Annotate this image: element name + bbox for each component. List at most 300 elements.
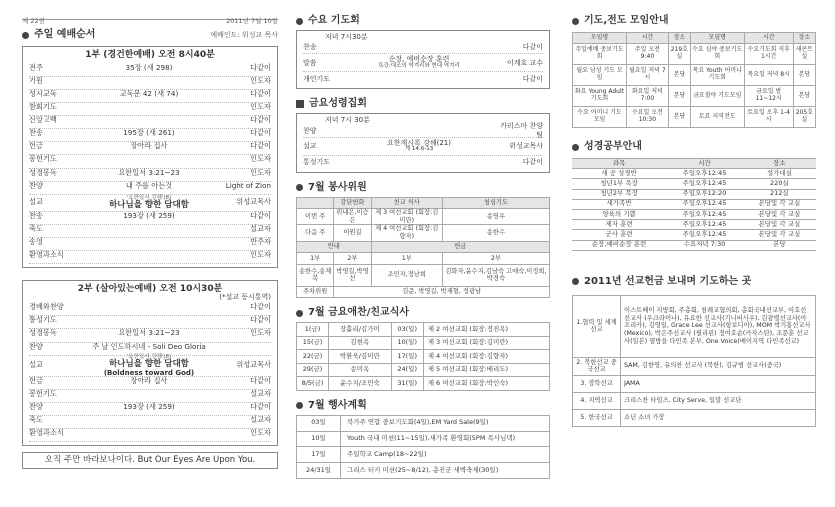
service2-box [22,280,278,446]
section-sunday [22,28,278,42]
order-item [29,169,271,182]
order-item-leader: 인도자 [250,250,271,260]
section-friday-meal [296,306,550,320]
table-cell: 청년2부 목장 [572,189,666,199]
order-item-leader: 인도자 [250,154,271,164]
serve-head-cell: 1부 [371,253,442,265]
order-item-leader: 다같이 [250,375,271,385]
table-cell: 제 6 여선교회 (회장:박인숙) [423,377,549,391]
order-item-name: 찬양 [303,126,317,135]
issue-date: 2011년 7월 10일 [226,17,278,25]
table-cell: 03일 [297,415,341,431]
table-cell: Youth 국내 미션(11~15일),새가족 환영회(5PM 목사님댁) [341,431,550,447]
table-cell: 크리스찬 타임즈, City Serve, 일말 선교단 [621,392,816,409]
table-cell: 수요기도회 직후 1시간 [744,44,793,65]
table-row [573,107,816,128]
order-item-main: 순장, 예비순장 훈련 [388,55,450,64]
section-wednesday [296,14,550,28]
friday-meal-table [296,322,550,391]
table-cell: SAM, 김한영, 유의찬 선교사 (북한), 김규범 선교사(중국) [621,357,816,375]
table-row [297,286,550,298]
table-cell: 제 2 여선교회 (회장:정진옥) [423,323,549,337]
table-cell: 주일학교 Camp(18~22일) [341,447,550,463]
serve-cell: 위내은,이승은 [334,209,371,225]
section-events [296,399,550,413]
order-item [29,225,271,238]
table-row [572,199,816,209]
order-item-name: 찬송 [29,128,43,138]
serve-cell: 다음 주 [297,225,334,241]
section-events-title: 7월 행사계획 [308,399,367,411]
serve-head [297,197,550,209]
order-item [29,64,271,77]
order-item-leader: 다같이 [250,210,271,220]
service2-list-2 [29,377,271,442]
service1-box [22,46,278,268]
order-item [29,390,271,403]
serve-head-cell: 강단헌화 [334,197,371,209]
order-item-name: 봉헌기도 [29,154,57,164]
order-item-sub: 특강:대조의 역겨리와 현대 역겨리 [378,62,460,69]
order-item-name: 축도 [29,223,43,233]
order-item [303,156,543,169]
sermon-preacher: 위성교목사 [236,360,271,370]
column-info [572,6,816,427]
table-cell: 주일오후12:45 [666,169,743,179]
section-wednesday-title: 수요 기도회 [308,15,360,26]
section-mission-title: 2011년 선교헌금 보내며 기도하는 곳 [584,275,752,287]
table-row [573,375,816,392]
order-item-leader: 인도자 [250,75,271,85]
table-cell: 220실 [743,179,816,189]
service1-sermon [29,195,271,212]
table-cell: 1.협력 및 세계선교 [573,295,621,357]
serve-head-cell [297,197,334,209]
table-cell: 제 4 여선교회 (회장:김향자) [423,350,549,364]
order-item [303,138,543,156]
table-cell: 3. 장학선교 [573,375,621,392]
order-item-leader: 설교자 [250,414,271,424]
table-cell: 주일예배 중보기도회 [573,44,627,65]
table-cell: 24(일) [391,363,423,377]
table-cell: 수요 심야 중보기도회 [690,44,744,65]
table-cell: 토요 지역전도 [690,107,744,128]
serve-head-cell: 2부 [334,253,371,265]
serve-cell: 박영길,박영선 [334,264,371,286]
service1-title: 1부 (경건한예배) 오전 8시40분 [85,50,215,60]
table-cell: 월요 남성 기도 모임 [573,65,627,86]
table-cell: 29(금) [297,363,329,377]
table-cell: 1(금) [297,323,329,337]
order-item-leader: 인도자 [250,167,271,177]
table-cell: JAMA [621,375,816,392]
service2-note: (*설교 동시통역) [219,292,271,301]
table-cell: 주일오후12:45 [666,179,743,189]
table-cell: 10일 [297,431,341,447]
table-cell: 본당 [668,65,690,86]
order-item-name: 개인기도 [303,74,331,83]
table-row [572,220,816,230]
bullet-icon [296,184,303,191]
order-item-leader: 다같이 [250,62,271,72]
order-item-sub: 계 14:6-13 [404,146,434,153]
table-cell: 북가주 연합 중보기도회(4일),EM Yard Sale(9일) [341,415,550,431]
serve-cell: 이원길 [334,225,371,241]
order-item [303,54,543,72]
order-item-detail: 요한일서 3:21~23 [118,328,180,338]
table-cell: 박환욱/김미란 [329,350,392,364]
order-item-leader: 다같이 [250,315,271,325]
wednesday-time: 저녁 7시30분 [325,33,368,41]
order-item-detail [343,140,495,153]
table-cell: 김현옥 [329,336,392,350]
order-item-name: 찬송 [303,43,317,52]
table-row [573,295,816,357]
table-cell: 윤수지/조민숙 [329,377,392,391]
serve-cell: 조민자,정난희 [371,264,442,286]
order-item-name: 통성기도 [29,315,57,325]
serve-cell: 송영우 [442,209,549,225]
table-row [297,363,550,377]
table-cell: 금요일 밤 11~12시 [744,86,793,107]
section-serve-title: 7월 봉사위원 [308,181,367,193]
order-item-leader: 반주자 [250,236,271,246]
table-cell: 2. 북한선교 중국선교 [573,357,621,375]
study-table [572,158,816,251]
table-cell: 주일오후12:20 [666,189,743,199]
sermon-title-en: (Boldness toward God) [103,368,195,377]
order-item-name: 찬양 [29,180,43,190]
order-item-name: 찬양 [29,341,43,351]
order-item [29,103,271,116]
table-head-cell: 과목 [572,159,666,169]
order-item-leader: 다같이 [522,43,543,52]
order-item [303,41,543,54]
order-item-leader: 인도자 [250,102,271,112]
order-item-leader: 인도자 [250,328,271,338]
table-cell: 본당및 각 교실 [743,209,816,219]
table-row [297,225,550,241]
table-cell: 목요일 저녁 8시 [744,65,793,86]
table-row [573,409,816,426]
table-cell: 목요 Youth 어머니 기도회 [690,65,744,86]
table-cell: 17(일) [391,350,423,364]
mission-table [572,295,816,427]
order-item-name: 성시교독 [29,88,57,98]
order-item-name: 찬양 [29,401,43,411]
table-cell: 205호실 [793,107,815,128]
service1-list [29,64,271,195]
serve-subhead [297,253,550,265]
table-cell: 화요일 저녁7:00 [627,86,669,107]
table-cell: 본당 [793,65,815,86]
table-cell: 수요 어머니 기도 모임 [573,107,627,128]
order-item-name: 헌금 [29,141,43,151]
serve-cell: 주차위원 [297,286,334,298]
table-row [297,415,550,431]
order-item-leader: 다같이 [250,302,271,312]
order-item [29,329,271,342]
table-cell: 양육의 기쁨 [572,209,666,219]
order-item [29,182,271,195]
section-serve [296,181,550,195]
order-item [29,142,271,155]
serve-head-cell: 안내 [297,241,372,253]
table-cell: 소년 소녀 가장 [621,409,816,426]
table-row [572,169,816,179]
table-cell: 제자 훈련 [572,220,666,230]
table-row [572,189,816,199]
table-head-row [572,159,816,169]
preacher-label: 예배인도: 위성교 목사 [210,30,278,39]
meetings-table [572,32,816,128]
table-cell: 제 5 여선교회 (회장:배리도) [423,363,549,377]
order-item-detail: 장아라 집사 [130,141,168,151]
table-cell: 주일오후12:45 [666,230,743,240]
order-item [29,251,271,264]
order-item-leader: 설교자 [250,223,271,233]
bullet-icon [296,18,303,25]
order-item-leader: 다같이 [250,115,271,125]
section-meetings [572,14,816,28]
order-item-name: 송영 [29,236,43,246]
table-row [573,357,816,375]
order-item-leader: 다같이 [250,141,271,151]
order-item-name: 설교 [303,142,317,151]
table-row [297,431,550,447]
table-cell: 212실 [743,189,816,199]
bullet-icon [572,278,579,285]
table-head-cell: 장소 [793,33,815,44]
table-cell: 주일오후12:45 [666,209,743,219]
table-row [572,240,816,250]
table-row [573,44,816,65]
table-cell: 이스트베이 지방회, 주총회, 침례교협의회, 총회국내선교부, 이호선선교사 (우크라이나), 유요한 선교사(기니비사우), 김광렬선교사(아프리카), 김영일, Grace Lee 선교사(항보디아), MOM 박기홍선교사(Mexico), 박은주선교사 (필리핀) 정여호순(카자스탄), 조문훈 선교사(일본) 열방을 다민족 본부, One Voice(베이지역 다민족선교) [621,295,816,357]
table-cell: 토요일 오후 1-4시 [744,107,793,128]
order-item-leader: 위성교목사 [509,142,543,151]
table-cell: 본당 [793,86,815,107]
order-item [29,429,271,442]
table-cell: 주일 오전 9:40 [627,44,669,65]
order-item-detail: 35장 (새 298) [125,62,173,72]
table-cell: 22(금) [297,350,329,364]
column-worship [22,0,278,469]
service2-list [29,303,271,355]
table-cell: 본당및 각 교실 [743,220,816,230]
section-mission [572,275,816,289]
order-item-name: 경배와찬양 [29,302,64,312]
order-item [29,403,271,416]
order-item-leader: 설교자 [250,388,271,398]
sermon-label: 설교 [29,360,43,370]
order-item-leader: 이계호 교수 [506,58,543,67]
wednesday-list [303,41,543,85]
order-item-name: 신앙고백 [29,115,57,125]
header-bar [22,0,278,25]
bullet-icon [296,310,303,317]
order-item-name: 성경봉독 [29,167,57,177]
table-head-cell: 장소 [743,159,816,169]
serve-cell: 제 3 여선교회 (회장:김미란) [371,209,442,225]
table-head-cell: 모임명 [690,33,744,44]
sermon-info [73,354,225,377]
table-cell: 새가족반 [572,199,666,209]
table-cell: 주일오후12:45 [666,220,743,230]
table-cell: 본당및 각 교실 [743,199,816,209]
order-item-name: 축도 [29,414,43,424]
table-cell: 순장,예비순장 훈련 [572,240,666,250]
table-row [297,264,550,286]
sermon-ref: '요한일서 강해'(8) [126,195,172,202]
sermon-info [73,195,225,210]
table-head-cell: 장소 [668,33,690,44]
order-item-main: 요한계시록 강해(21) [387,138,451,147]
table-cell: 본당 [668,107,690,128]
serve-cell: 김준, 박영길, 박재형, 정광남 [334,286,550,298]
table-cell: 17일 [297,447,341,463]
order-item [29,377,271,390]
order-item-name: 환영과소식 [29,250,64,260]
order-item-name: 통성기도 [303,158,331,167]
table-head-cell: 시간 [666,159,743,169]
order-item [29,90,271,103]
table-cell: 제 3 여선교회 (회장:김미란) [423,336,549,350]
order-item [29,155,271,168]
table-cell: 31(일) [391,377,423,391]
serve-cell: 송한수,송재복 [297,264,334,286]
order-item-name: 전주 [29,62,43,72]
bullet-icon [296,100,304,108]
table-row [297,323,550,337]
order-item-detail: 주 날 인도하시네 - Soli Deo Gloria [92,341,206,351]
order-item-leader: 카리스마 찬양팀 [500,122,543,139]
order-item-detail: 장아라 집사 [130,375,168,385]
order-item [303,72,543,85]
order-item-name: 참회기도 [29,102,57,112]
table-cell: 주일오후12:45 [666,199,743,209]
order-item-detail [343,56,495,69]
table-row [297,447,550,463]
order-item [303,122,543,139]
table-cell: 성가대실 [743,169,816,179]
section-friday-meal-title: 7월 금요애찬/친교식사 [308,307,410,319]
order-item-name: 성경봉독 [29,328,57,338]
order-item-leader: 인도자 [250,428,271,438]
section-friday-title: 금요성령집회 [309,98,367,110]
table-row [572,209,816,219]
table-cell: 화요 Young Adult 기도회 [573,86,627,107]
table-head-cell: 모임명 [573,33,627,44]
issue-number: 제 22권 [22,17,45,25]
motto-box: 오직 주만 바라보나이다. But Our Eyes Are Upon You. [22,452,278,469]
table-cell: 그리스 터키 미션(25~8/12), 총진군 새벽축제(30일) [341,463,550,479]
table-row [297,209,550,225]
order-item [29,212,271,225]
serve-head-cell: 친교 식사 [371,197,442,209]
order-item-name: 말씀 [303,58,317,67]
section-friday [296,97,550,111]
order-item [29,303,271,316]
sermon-preacher: 위성교목사 [236,197,271,207]
table-cell: 수요저녁 7:30 [666,240,743,250]
order-item [29,416,271,429]
section-meetings-title: 기도,전도 모임안내 [584,15,669,26]
table-cell: 송미옥 [329,363,392,377]
table-row [573,392,816,409]
section-study-title: 성경공부안내 [584,141,642,152]
serve-cell: 김화자,윤수지,김남숙 고애숙,이정희,박경숙 [442,264,549,286]
order-item-leader: 다같이 [250,88,271,98]
table-cell: 장홀리/김가미 [329,323,392,337]
order-item-leader: 다같이 [522,158,543,167]
table-cell: 본당 [668,86,690,107]
table-row [297,336,550,350]
service2-sermon [29,356,271,377]
friday-box [296,113,550,172]
serve-table [296,197,550,299]
table-cell: 본당및 각 교실 [743,230,816,240]
table-cell: 새 공 성경반 [572,169,666,179]
table-cell: 03(일) [391,323,423,337]
section-study [572,140,816,154]
serve-head-cell: 2부 [442,253,549,265]
table-head-cell: 시간 [627,33,669,44]
order-item-detail: 193장 (새 259) [123,401,175,411]
table-cell: 본당 [743,240,816,250]
order-item [29,238,271,251]
table-cell: 청년1부 목장 [572,179,666,189]
wednesday-box [296,30,550,89]
serve-cell: 송한수 [442,225,549,241]
table-cell: 금요철야 기도모임 [690,86,744,107]
table-row [572,230,816,240]
order-item-detail: 193장 (새 259) [123,210,175,220]
table-cell: 15(금) [297,336,329,350]
table-cell: 수요일 오전 10:30 [627,107,669,128]
table-cell: 5. 한국선교 [573,409,621,426]
bullet-icon [572,18,579,25]
sermon-label: 설교 [29,197,43,207]
order-item-detail: 요한일서 3:21~23 [118,167,180,177]
sermon-title: 하나님을 향한 담대함 [109,200,189,211]
serve-head-cell: 1부 [297,253,334,265]
serve-cell: 이번 주 [297,209,334,225]
order-item-leader: 다같이 [250,128,271,138]
sermon-ref: '요한일서 강해'(8) [126,354,172,361]
table-row [297,463,550,479]
order-item-name: 기원 [29,75,43,85]
table-cell: 24/31일 [297,463,341,479]
sermon-title: 하나님을 향한 담대함 [109,359,189,370]
order-item-detail: 195장 (새 261) [123,128,175,138]
order-item-leader: Light of Zion [225,180,271,190]
order-item-leader: 다같이 [250,401,271,411]
bullet-icon [22,32,29,39]
table-row [573,86,816,107]
serve-cell: 제 4 여선교회 (회장:김향자) [371,225,442,241]
table-cell: 월요일 저녁 7시 [627,65,669,86]
table-head-cell: 시간 [744,33,793,44]
friday-time: 저녁 7시 30분 [325,116,370,125]
serve-head [297,241,550,253]
order-item-name: 헌금 [29,375,43,385]
order-item-detail: 교독문 42 (새 74) [119,88,179,98]
service2-title: 2부 (살아있는예배) 오전 10시30분 [77,284,223,295]
table-head-row [573,33,816,44]
section-sunday-title: 주일 예배순서 [34,29,96,40]
serve-head-cell: 청심기도 [442,197,549,209]
bullet-icon [572,144,579,151]
